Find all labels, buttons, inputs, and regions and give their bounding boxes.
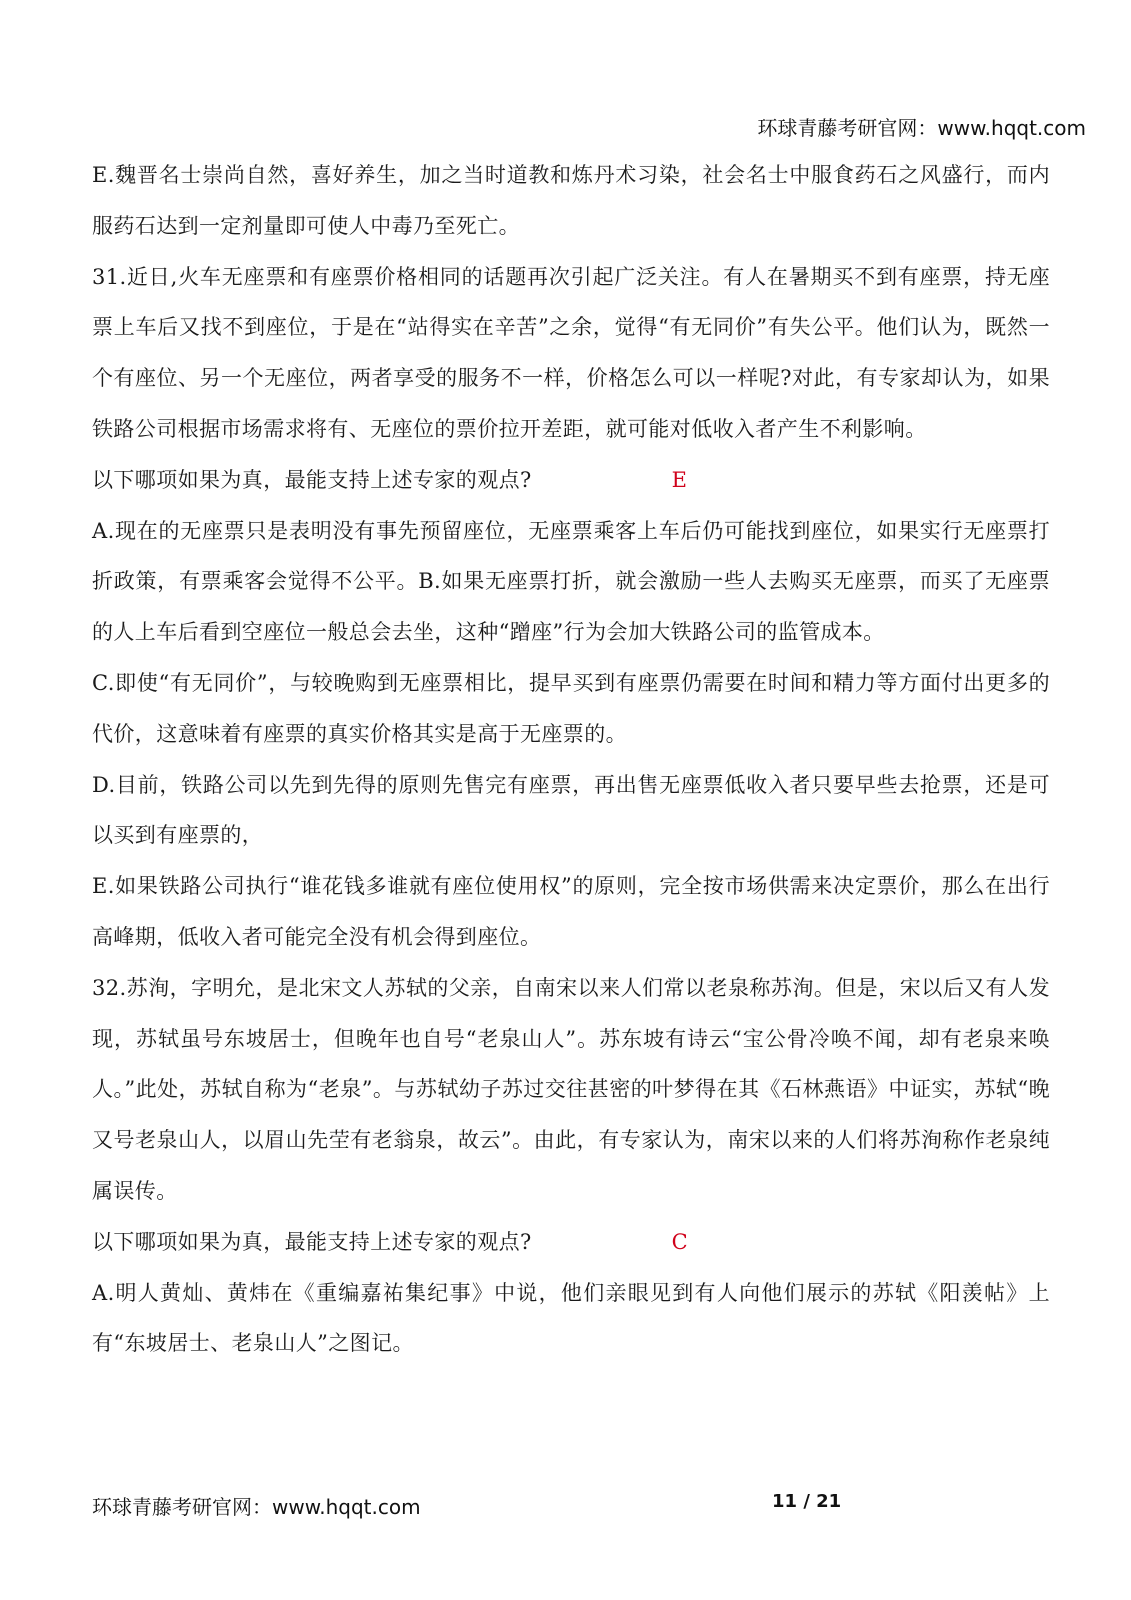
question-31-option-c: C.即使“有无同价”，与较晚购到无座票相比，提早买到有座票仍需要在时间和精力等方面付出更多的代价，这意味着有座票的真实价格其实是高于无座票的。 xyxy=(92,670,1050,746)
question-31-prompt xyxy=(92,455,1050,506)
question-31-option-ab: A.现在的无座票只是表明没有事先预留座位，无座票乘客上车后仍可能找到座位，如果实行无座票打折政策，有票乘客会觉得不公平。B.如果无座票打折，就会激励一些人去购买无座票，而买了无座票的人上车后看到空座位一般总会去坐，这种“蹭座”行为会加大铁路公司的监管成本。 xyxy=(92,518,1050,645)
question-31-prompt-text: 以下哪项如果为真，最能支持上述专家的观点? xyxy=(92,467,532,492)
question-31-option-d: D.目前，铁路公司以先到先得的原则先售完有座票，再出售无座票低收入者只要早些去抢票，还是可以买到有座票的， xyxy=(92,772,1050,848)
question-32-option-a: A.明人黄灿、黄炜在《重编嘉祐集纪事》中说，他们亲眼见到有人向他们展示的苏轼《阳羡帖》上有“东坡居士、老泉山人”之图记。 xyxy=(92,1280,1050,1356)
question-31-answer: E xyxy=(671,467,688,492)
question-31-stem: 31.近日,火车无座票和有座票价格相同的话题再次引起广泛关注。有人在暑期买不到有座票，持无座票上车后又找不到座位，于是在“站得实在辛苦”之余，觉得“有无同价”有失公平。他们认为，既然一个有座位、另一个无座位，两者享受的服务不一样，价格怎么可以一样呢?对此，有专家却认为，如果铁路公司根据市场需求将有、无座位的票价拉开差距，就可能对低收入者产生不利影响。 xyxy=(92,264,1050,441)
question-31-option-e: E.如果铁路公司执行“谁花钱多谁就有座位使用权”的原则，完全按市场供需来决定票价，那么在出行高峰期，低收入者可能完全没有机会得到座位。 xyxy=(92,874,1050,949)
question-32-stem: 32.苏洵，字明允，是北宋文人苏轼的父亲，自南宋以来人们常以老泉称苏洵。但是，宋以后又有人发现，苏轼虽号东坡居士，但晚年也自号“老泉山人”。苏东坡有诗云“宝公骨冷唤不闻，却有老泉来唤人。”此处，苏轼自称为“老泉”。与苏轼幼子苏过交往甚密的叶梦得在其《石林燕语》中证实，苏轼“晚又号老泉山人，以眉山先茔有老翁泉，故云”。由此，有专家认为，南宋以来的人们将苏洵称作老泉纯属误传。 xyxy=(92,975,1050,1203)
page-number: 11 / 21 xyxy=(772,1491,842,1512)
header-site-label: 环球青藤考研官网：www.hqqt.com xyxy=(757,116,1086,140)
question-32-answer: C xyxy=(671,1229,689,1254)
question-32-prompt-text: 以下哪项如果为真，最能支持上述专家的观点? xyxy=(92,1229,532,1254)
footer-site-label: 环球青藤考研官网：www.hqqt.com xyxy=(92,1495,421,1519)
option-e-prev: E.魏晋名士崇尚自然，喜好养生，加之当时道教和炼丹术习染，社会名士中服食药石之风盛行，而内服药石达到一定剂量即可使人中毒乃至死亡。 xyxy=(92,163,1050,238)
document-body xyxy=(92,150,1050,1369)
question-32-prompt xyxy=(92,1217,1050,1268)
